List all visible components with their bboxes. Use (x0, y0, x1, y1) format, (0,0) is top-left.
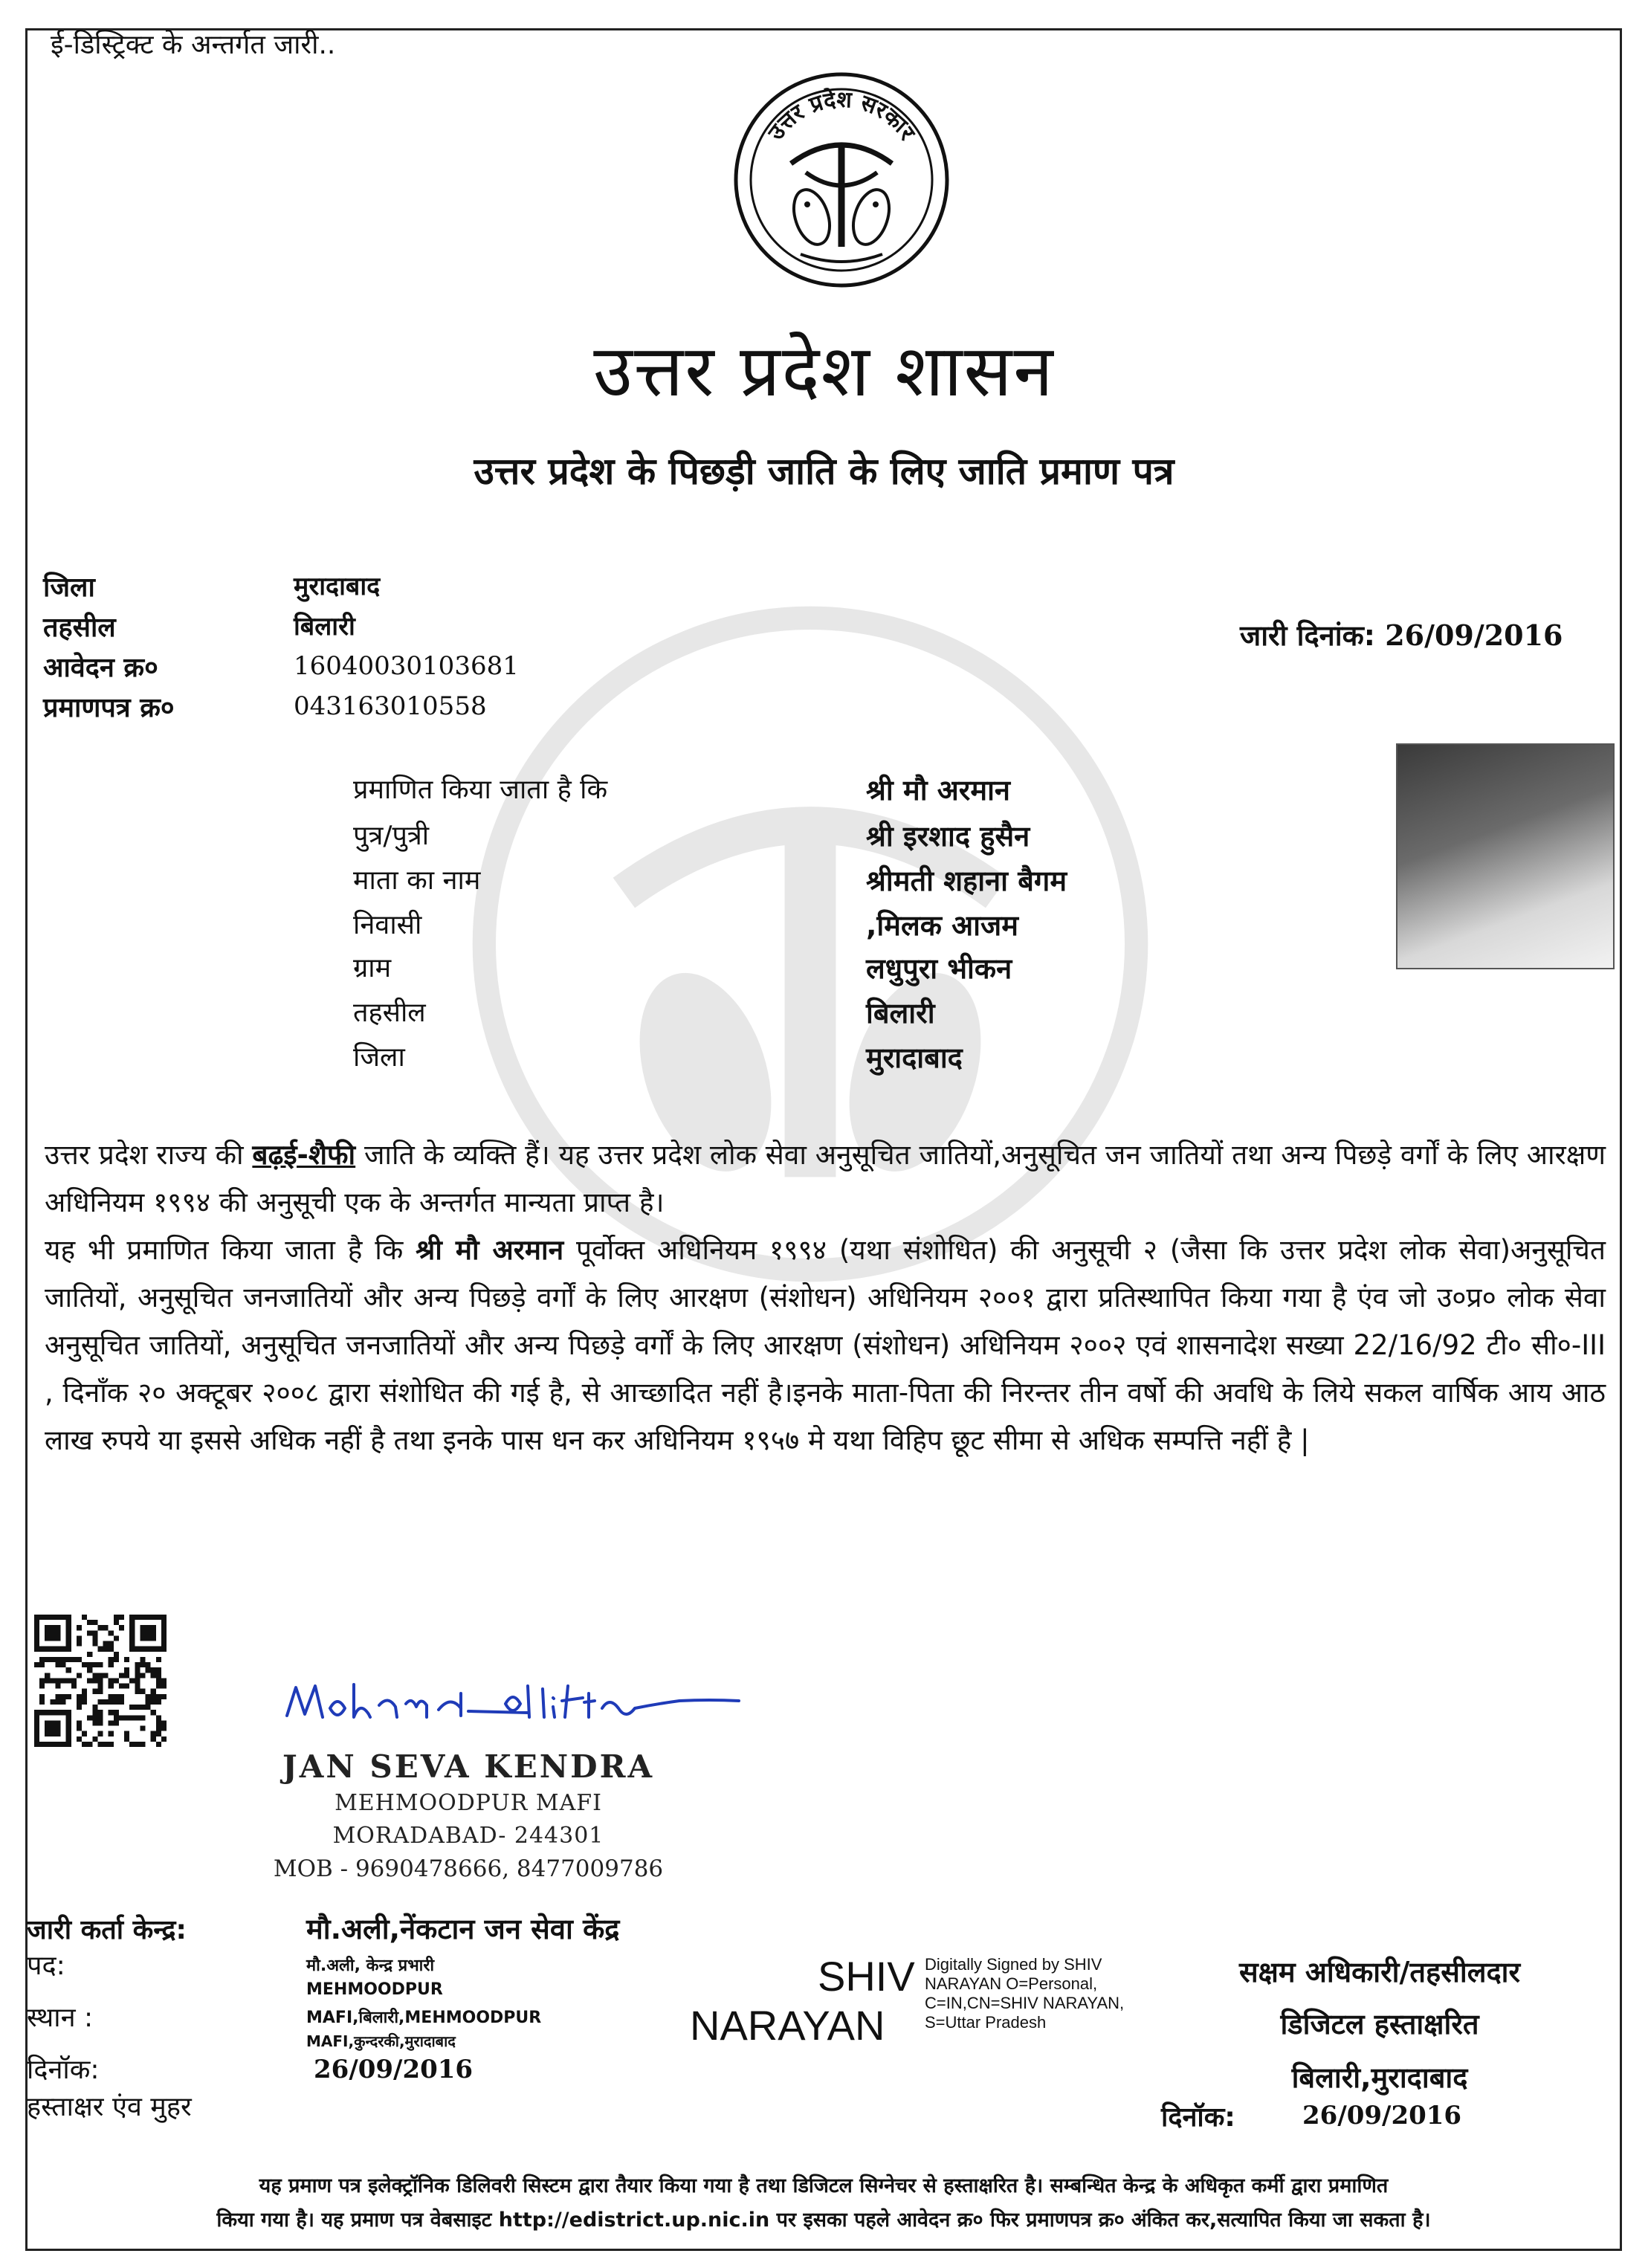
certificate-no-label: प्रमाणपत्र क्र० (43, 693, 175, 723)
signature-seal-label: हस्ताक्षर एंव मुहर (27, 2092, 192, 2122)
authority-signed: डिजिटल हस्ताक्षरित (1280, 2008, 1479, 2041)
application-no-value: 16040030103681 (294, 651, 519, 681)
issuer-date-label: दिनॉक: (27, 2055, 100, 2085)
applicant-name: श्री मौ अरमान (866, 774, 1011, 807)
resident-label: निवासी (353, 910, 422, 940)
digital-signer-name-2: NARAYAN (690, 2002, 885, 2049)
issuer-date-value: 26/09/2016 (314, 2055, 474, 2084)
district-value: मुरादाबाद (294, 572, 381, 601)
signature-text: Mohan dAli kta (282, 1671, 288, 1672)
footer-note: यह प्रमाण पत्र इलेक्ट्रॉनिक डिलिवरी सिस्टम द्वारा तैयार किया गया है तथा डिजिटल सिग्नेचर से हस्ताक्षरित है। सम्बन्धित केन्द्र के अधिकृत कर्मी द्वारा प्रमाणित किया गया है। यह प्रमाण पत्र वेबसाइट http://edistrict.up.nic.in पर इसका पहले आवेदन क्र० फिर प्रमाणपत्र क्र० अंकित कर,सत्यापित किया जा सकता है। (216, 2174, 1431, 2232)
stamp-line2: MORADABAD- 244301 (332, 1823, 604, 1849)
tehsil-value: बिलारी (294, 612, 355, 642)
village-value: लधुपुरा भीकन (866, 952, 1012, 985)
certified-label: प्रमाणित किया जाता है कि (353, 775, 608, 805)
applicant-photo (1396, 743, 1615, 969)
person-tehsil-label: तहसील (353, 998, 426, 1028)
certificate-no-value: 043163010558 (294, 691, 487, 721)
authority-date-label: दिनॉक: (1161, 2102, 1235, 2133)
person-tehsil-value: बिलारी (866, 997, 935, 1030)
digital-signature-note: Digitally Signed by SHIV NARAYAN O=Personal, C=IN,CN=SHIV NARAYAN, S=Uttar Pradesh (925, 1955, 1125, 2032)
village-label: ग्राम (353, 953, 392, 983)
authority-place: बिलारी,मुरादाबाद (1291, 2061, 1468, 2094)
document-title: उत्तर प्रदेश शासन (593, 329, 1055, 413)
digital-signer-name-1: SHIV (818, 1953, 915, 2000)
resident-value: ,मिलक आजम (866, 909, 1018, 942)
person-district-label: जिला (353, 1042, 405, 1073)
person-district-value: मुरादाबाद (866, 1041, 963, 1074)
stamp-mobile: MOB - 9690478666, 8477009786 (273, 1855, 664, 1882)
handwritten-signature (282, 1671, 743, 1738)
tehsil-label: तहसील (43, 613, 116, 643)
post-value: मौ.अली, केन्द्र प्रभारी (306, 1957, 435, 1975)
paragraph-1: उत्तर प्रदेश राज्य की बढ़ई-शैफी जाति के व्यक्ति हैं। यह उत्तर प्रदेश लोक सेवा अनुसूचित जातियों,अनुसूचित जन जातियों तथा अन्य पिछड़े वर्गों के लिए आरक्षण अधिनियम १९९४ की अनुसूची एक के अन्तर्गत मान्यता प्राप्त है। (45, 1139, 1606, 1218)
district-label: जिला (43, 572, 95, 603)
emblem-text: उत्तर प्रदेश सरकार (763, 86, 920, 146)
document-subtitle: उत्तर प्रदेश के पिछड़ी जाति के लिए जाति प्रमाण पत्र (474, 450, 1174, 493)
edistrict-note: ई-डिस्ट्रिक्ट के अन्तर्गत जारी.. (51, 30, 336, 60)
father-name: श्री इरशाद हुसैन (866, 820, 1030, 853)
qr-code (34, 1615, 167, 1747)
certificate-body (45, 1131, 1606, 1464)
relation-label: पुत्र/पुत्री (353, 821, 430, 851)
place-line1: MEHMOODPUR (306, 1980, 443, 1999)
issuing-centre-label: जारी कर्ता केन्द्र: (27, 1915, 187, 1945)
issue-date-label: जारी दिनांक: (1240, 619, 1375, 652)
issue-date (1240, 616, 1563, 654)
mother-label: माता का नाम (353, 865, 481, 896)
post-label: पद: (27, 1951, 65, 1981)
place-line3: MAFI,कुन्दरकी,मुरादाबाद (306, 2032, 456, 2050)
application-no-label: आवेदन क्र० (43, 653, 158, 683)
mother-name: श्रीमती शहाना बैगम (866, 865, 1067, 897)
issue-date-value: 26/09/2016 (1385, 618, 1563, 652)
svg-text:उत्तर प्रदेश सरकार (763, 86, 921, 146)
up-government-emblem (730, 68, 953, 291)
stamp-name: JAN SEVA KENDRA (282, 1748, 655, 1785)
place-label: स्थान : (27, 2003, 94, 2033)
caste-name: बढ़ई-शैफी (252, 1139, 356, 1171)
stamp-line1: MEHMOODPUR MAFI (335, 1790, 602, 1816)
place-line2: MAFI,बिलारी,MEHMOODPUR (306, 2009, 542, 2027)
paragraph-applicant-name: श्री मौ अरमान (416, 1234, 564, 1266)
authority-title: सक्षम अधिकारी/तहसीलदार (1238, 1956, 1521, 1988)
paragraph-2: यह भी प्रमाणित किया जाता है कि श्री मौ अरमान पूर्वोक्त अधिनियम १९९४ (यथा संशोधित) की अनुसूची २ (जैसा कि उत्तर प्रदेश लोक सेवा)अनुसूचित जातियों, अनुसूचित जनजातियों और अन्य पिछड़े वर्गों के लिए आरक्षण (संशोधन) अधिनियम २००१ द्वारा प्रतिस्थापित किया गया है एंव जो उ०प्र० लोक सेवा अनुसूचित जातियों, अनुसूचित जनजातियों और अन्य पिछड़े वर्गों के लिए आरक्षण (संशोधन) अधिनियम २००२ एवं शासनादेश सख्या 22/16/92 टी० सी०-III , दिनाँक २० अक्टूबर २००८ द्वारा संशोधित की गई है, से आच्छादित नहीं है।इनके माता-पिता की निरन्तर तीन वर्षो की अवधि के लिये सकल वार्षिक आय आठ लाख रुपये या इससे अधिक नहीं है तथा इनके पास धन कर अधिनियम १९५७ मे यथा विहिप छूट सीमा से अधिक सम्पत्ति नहीं है | (45, 1234, 1606, 1456)
issuing-centre-value: मौ.अली,नेंकटान जन सेवा केंद्र (306, 1913, 620, 1945)
authority-date-value: 26/09/2016 (1302, 2101, 1462, 2130)
